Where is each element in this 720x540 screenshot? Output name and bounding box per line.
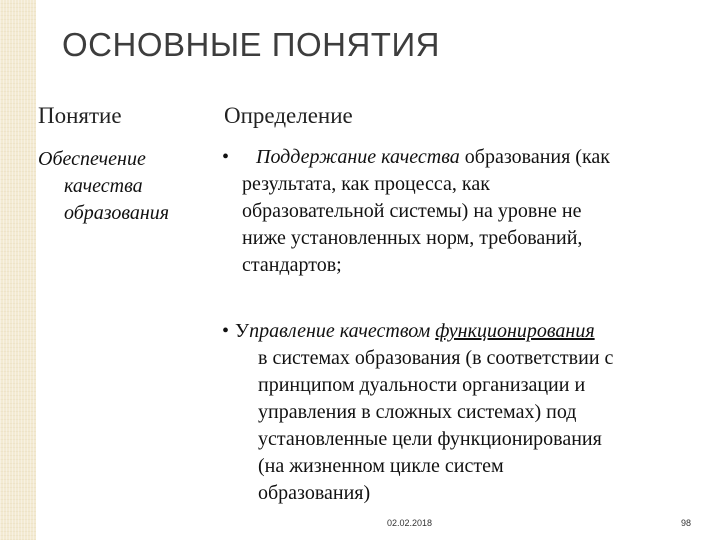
definition-key-phrase: правление качеством	[249, 320, 431, 342]
slide-title: ОСНОВНЫЕ ПОНЯТИЯ	[62, 26, 440, 63]
definition-line: принципом дуальности организации и	[258, 374, 586, 396]
footer-date: 02.02.2018	[387, 518, 433, 528]
column-header-term: Понятие	[38, 103, 122, 128]
definition-key-phrase: Поддержание качества	[256, 146, 460, 168]
definition-line: управления в сложных системах) под	[258, 401, 577, 423]
definition-line: (на жизненном цикле систем	[258, 455, 504, 477]
definition-line: результата, как процесса, как	[242, 173, 490, 195]
definition-line: стандартов;	[242, 254, 342, 276]
term-line: Обеспечение	[38, 148, 146, 170]
definition-key-phrase-underlined: функционирования	[435, 320, 595, 342]
bullet-marker: •	[222, 320, 230, 342]
definition-line: установленные цели функционирования	[258, 428, 602, 450]
definition-line: образовательной системы) на уровне не	[242, 200, 582, 222]
definition-item-1	[222, 144, 694, 279]
definition-text: У	[235, 320, 250, 342]
definition-line: в системах образования (в соответствии с	[258, 347, 614, 369]
bullet-marker: •	[222, 146, 230, 168]
term-line: образования	[64, 202, 170, 224]
footer-page-number: 98	[681, 518, 692, 528]
decorative-side-stripe	[0, 0, 36, 540]
term-line: качества	[64, 175, 143, 197]
term-cell	[38, 146, 218, 227]
definition-item-2	[222, 318, 694, 507]
definition-line: ниже установленных норм, требований,	[242, 227, 583, 249]
column-header-definition: Определение	[224, 103, 353, 128]
definition-line: образования)	[258, 482, 371, 504]
definition-text: образования (как	[459, 146, 610, 168]
